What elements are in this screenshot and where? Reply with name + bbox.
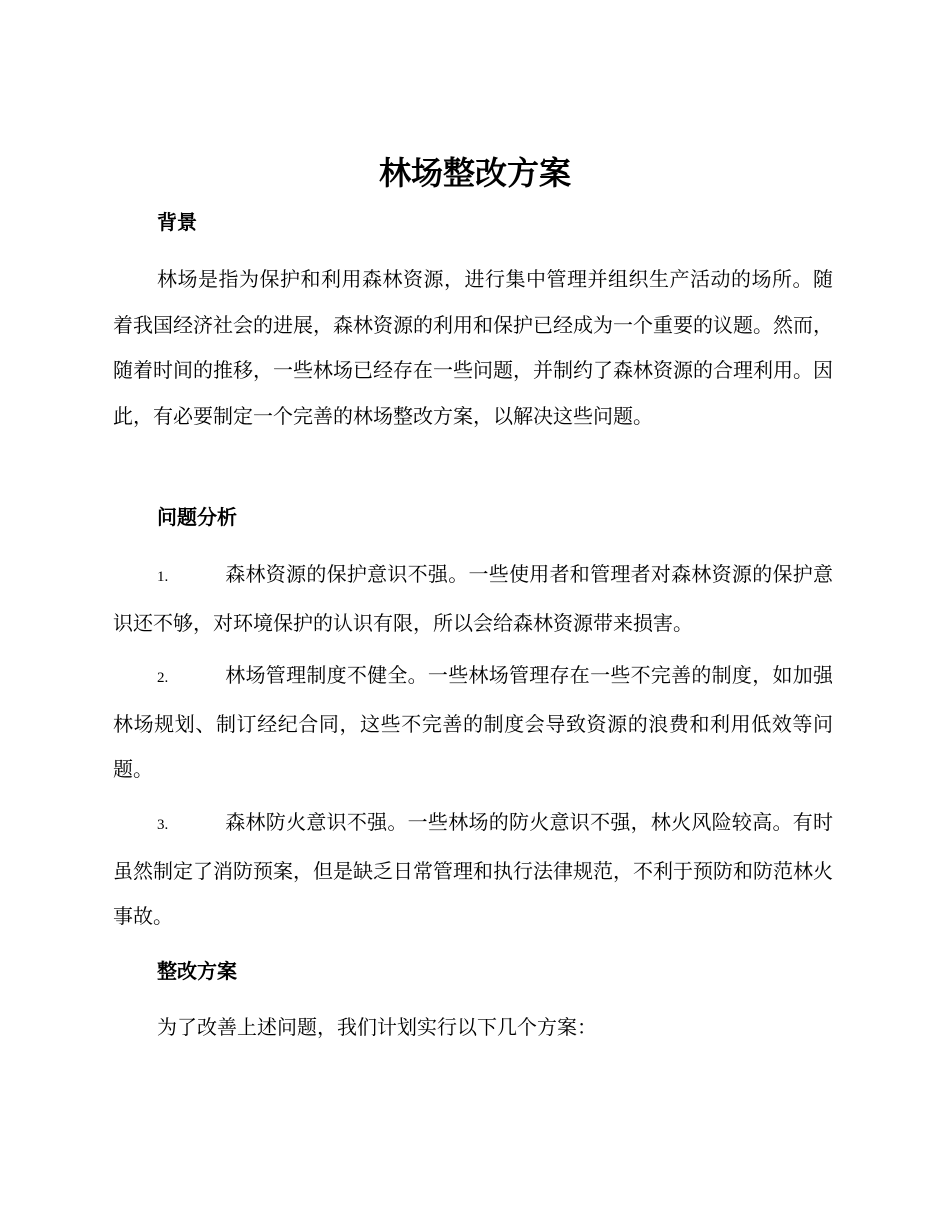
analysis-list-item-3	[113, 800, 833, 940]
analysis-list-item-1	[113, 552, 833, 646]
background-paragraph: 林场是指为保护和利用森林资源，进行集中管理并组织生产活动的场所。随着我国经济社会的进展，森林资源的利用和保护已经成为一个重要的议题。然而，随着时间的推移，一些林场已经存在一些问题，并制约了森林资源的合理利用。因此，有必要制定一个完善的林场整改方案，以解决这些问题。	[113, 267, 833, 428]
list-item-text: 森林资源的保护意识不强。一些使用者和管理者对森林资源的保护意识还不够，对环境保护的认识有限，所以会给森林资源带来损害。	[113, 562, 833, 635]
document-title: 林场整改方案	[378, 154, 571, 192]
analysis-list-item-2	[113, 653, 833, 793]
list-item-text: 林场管理制度不健全。一些林场管理存在一些不完善的制度，如加强林场规划、制订经纪合同，这些不完善的制度会导致资源的浪费和利用低效等问题。	[113, 663, 833, 781]
list-item-number: 3.	[157, 817, 169, 833]
list-item-number: 2.	[157, 670, 169, 686]
list-item-number: 1.	[157, 569, 169, 585]
list-item-text: 森林防火意识不强。一些林场的防火意识不强，林火风险较高。有时虽然制定了消防预案，但是缺乏日常管理和执行法律规范，不利于预防和防范林火事故。	[113, 810, 833, 928]
section-heading-plan: 整改方案	[157, 959, 237, 983]
plan-intro-paragraph: 为了改善上述问题，我们计划实行以下几个方案：	[157, 1015, 597, 1039]
section-heading-analysis: 问题分析	[157, 505, 237, 529]
section-heading-background: 背景	[157, 210, 197, 234]
